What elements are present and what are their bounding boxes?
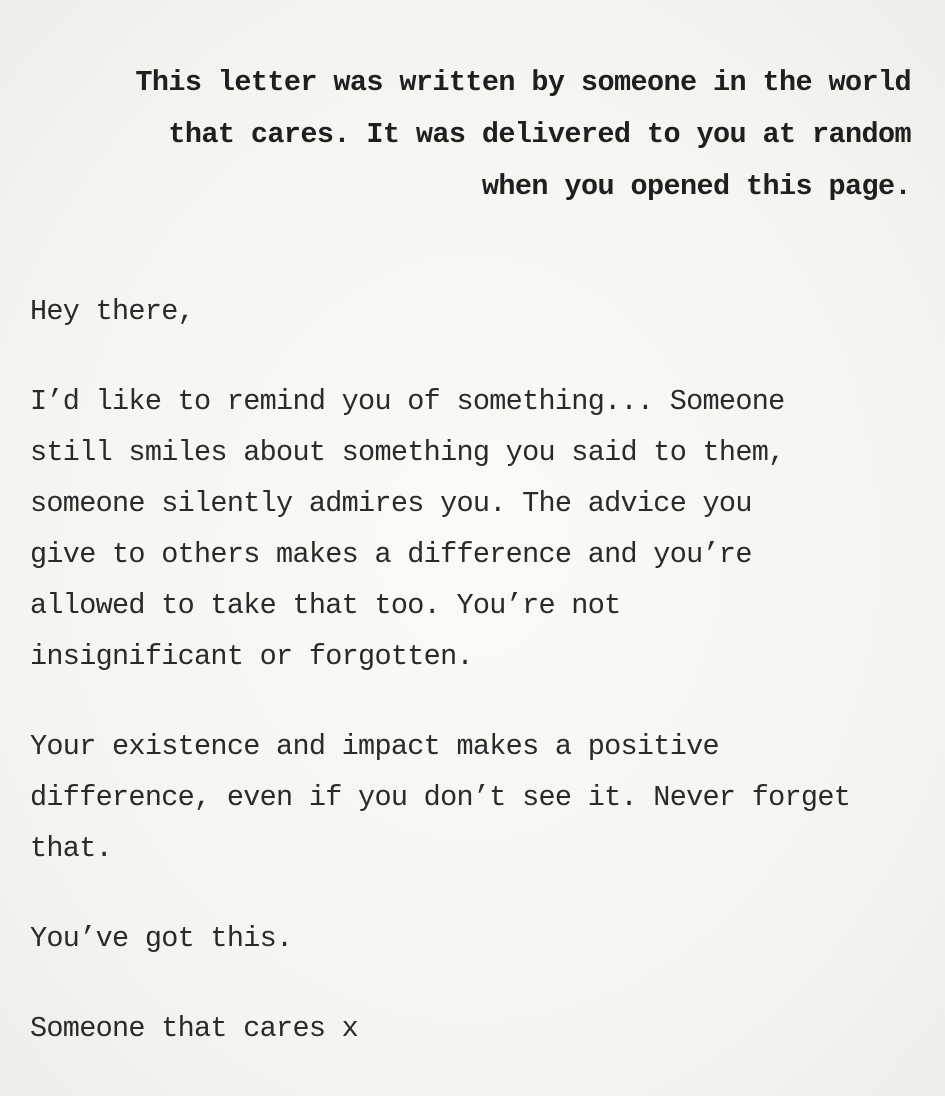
intro-line: This letter was written by someone in the world	[135, 66, 911, 99]
paragraph-gap	[30, 874, 920, 913]
paragraph-line: that.	[30, 832, 113, 865]
paragraph-line: someone silently admires you. The advice you	[30, 487, 752, 520]
intro-line: that cares. It was delivered to you at random	[168, 118, 911, 151]
paragraph-line: I’d like to remind you of something... Someone	[30, 385, 785, 418]
greeting: Hey there,	[30, 295, 195, 328]
paragraph-gap	[30, 337, 920, 376]
closing: You’ve got this.	[30, 922, 293, 955]
paragraph-gap	[30, 682, 920, 721]
paragraph-line: insignificant or forgotten.	[30, 640, 473, 673]
paragraph-line: still smiles about something you said to them,	[30, 436, 785, 469]
signature: Someone that cares x	[30, 1012, 359, 1045]
intro-text	[31, 57, 911, 213]
paragraph-1	[30, 376, 920, 682]
intro-line: when you opened this page.	[481, 170, 911, 203]
paragraph-2	[30, 721, 920, 874]
paragraph-line: Your existence and impact makes a positive	[30, 730, 719, 763]
letter-body	[30, 286, 920, 1054]
paragraph-line: difference, even if you don’t see it. Never forget	[30, 781, 851, 814]
paragraph-line: give to others makes a difference and you’re	[30, 538, 752, 571]
paragraph-line: allowed to take that too. You’re not	[30, 589, 621, 622]
paragraph-gap	[30, 964, 920, 1003]
